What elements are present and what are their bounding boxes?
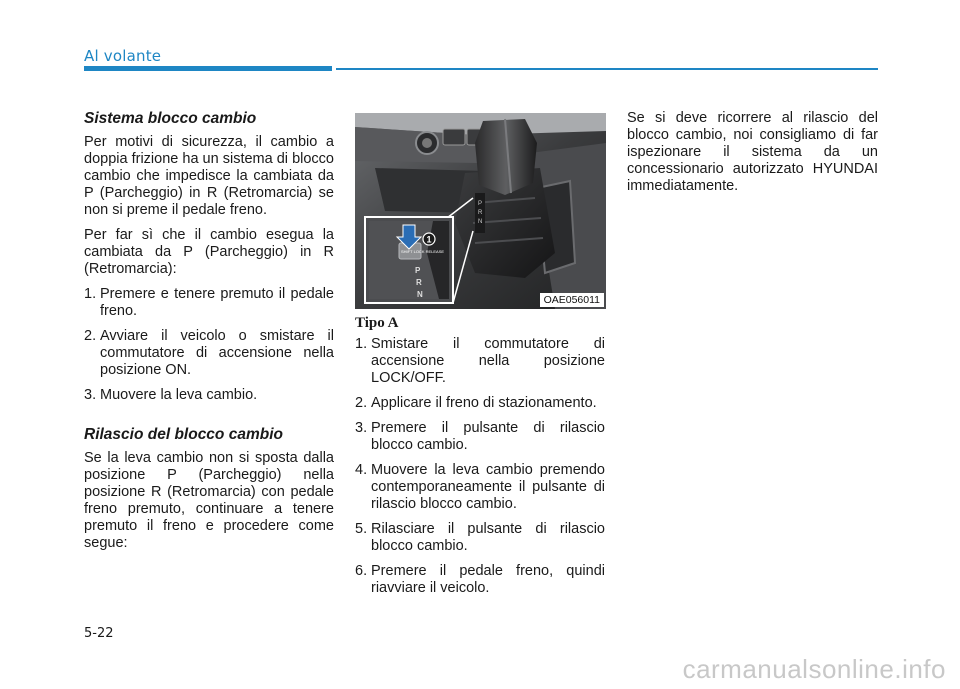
list-item — [355, 521, 605, 555]
step-text: Rilasciare il pulsante di rilascio blocco cambio. — [371, 521, 605, 554]
list-item — [355, 336, 605, 387]
steps-list-normal — [84, 286, 334, 404]
inset-letter-p: P — [415, 266, 421, 275]
column-middle — [355, 315, 605, 605]
step-number: 1. — [84, 286, 97, 302]
paragraph-release-intro: Se la leva cambio non si sposta dalla posizione P (Parcheggio) nella posizione R (Retromarcia) con pedale freno premuto, continuare a tenere premuto il freno e procedere come segue: — [84, 450, 334, 551]
step-number: 5. — [355, 521, 368, 537]
column-left — [84, 110, 334, 560]
indicator-letter-n: N — [478, 219, 483, 225]
list-item — [355, 462, 605, 513]
list-item — [355, 420, 605, 454]
image-code: OAE056011 — [540, 293, 604, 307]
steps-list-release — [355, 336, 605, 597]
paragraph-dealer-recommendation: Se si deve ricorrere al rilascio del blocco cambio, noi consigliamo di far ispezionare il sistema da un concessionario autorizzato HYUNDAI immediatamente. — [627, 110, 878, 194]
step-text: Applicare il freno di stazionamento. — [371, 395, 597, 411]
shift-lever-photo — [355, 113, 606, 309]
step-number: 4. — [355, 462, 368, 478]
heading-shift-lock-release: Rilascio del blocco cambio — [84, 426, 283, 443]
step-text: Premere e tenere premuto il pedale freno. — [100, 286, 334, 319]
heading-shift-lock-system: Sistema blocco cambio — [84, 110, 257, 127]
list-item — [355, 563, 605, 597]
list-item — [84, 387, 334, 404]
step-number: 6. — [355, 563, 368, 579]
paragraph-shift-instructions: Per far sì che il cambio esegua la cambiata da P (Parcheggio) in R (Retromarcia): — [84, 227, 334, 277]
shift-lever-illustration — [355, 113, 606, 309]
header-rule-thin — [336, 68, 878, 70]
step-number: 2. — [355, 395, 368, 411]
heading-type-a: Tipo A — [355, 315, 399, 331]
step-text: Smistare il commutatore di accensione nella posizione LOCK/OFF. — [371, 336, 605, 386]
indicator-letter-r: R — [478, 210, 483, 216]
shift-lock-button-label: SHIFT LOCK RELEASE — [401, 249, 445, 254]
step-text: Muovere la leva cambio. — [100, 387, 258, 403]
paragraph-intro: Per motivi di sicurezza, il cambio a doppia frizione ha un sistema di blocco cambio che impedisce la cambiata da P (Parcheggio) in R (Retromarcia) se non si preme il pedale freno. — [84, 134, 334, 218]
inset-letter-r: R — [416, 278, 422, 287]
header-rule-thick — [84, 66, 332, 71]
step-text: Premere il pedale freno, quindi riavviare il veicolo. — [371, 563, 605, 596]
page-number: 5-22 — [84, 626, 114, 641]
step-text: Muovere la leva cambio premendo contemporaneamente il pulsante di rilascio blocco cambio. — [371, 462, 605, 512]
step-text: Avviare il veicolo o smistare il commutatore di accensione nella posizione ON. — [100, 328, 334, 378]
column-right — [627, 110, 878, 203]
step-number: 3. — [84, 387, 97, 403]
step-text: Premere il pulsante di rilascio blocco cambio. — [371, 420, 605, 453]
inset-letter-n: N — [417, 290, 423, 299]
step-number: 1. — [355, 336, 368, 352]
indicator-letter-p: P — [478, 201, 483, 207]
step-number: 3. — [355, 420, 368, 436]
list-item — [84, 328, 334, 379]
watermark: carmanualsonline.info — [682, 654, 946, 684]
step-number: 2. — [84, 328, 97, 344]
list-item — [355, 395, 605, 412]
section-title: Al volante — [84, 47, 162, 65]
list-item — [84, 286, 334, 320]
callout-number: 1 — [426, 234, 432, 245]
